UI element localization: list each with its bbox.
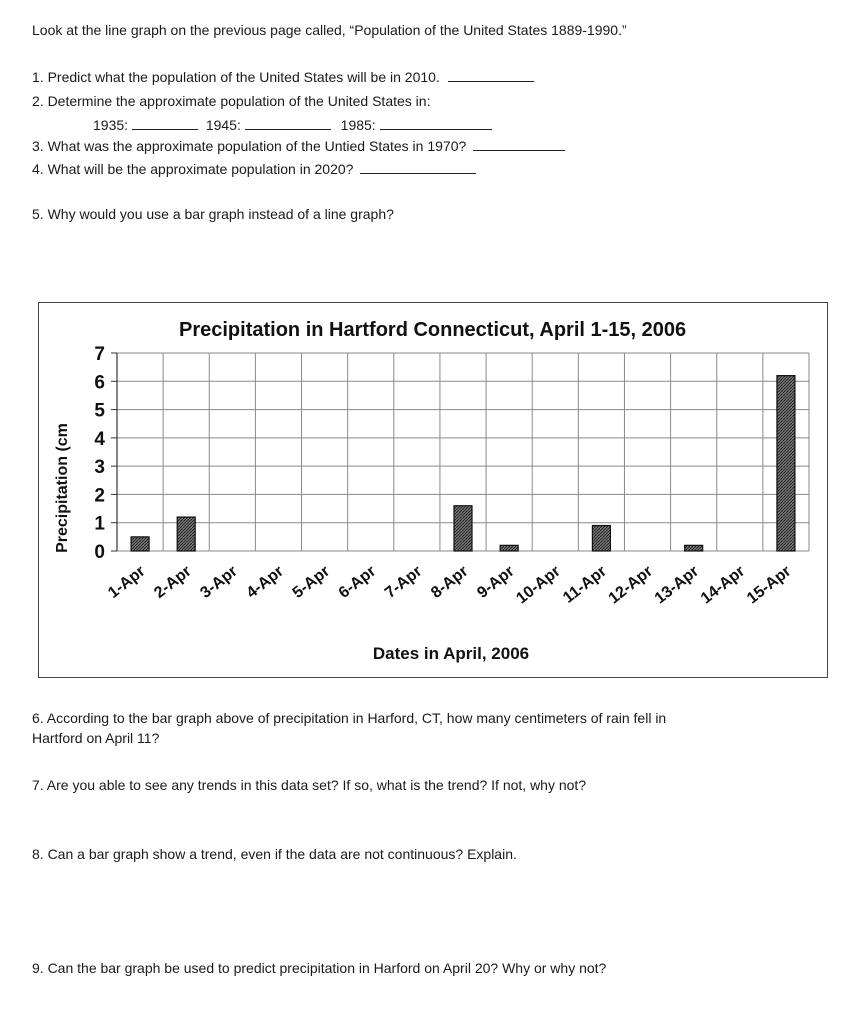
precipitation-chart	[38, 302, 828, 678]
question-1	[32, 69, 534, 85]
bar-15-Apr	[777, 376, 795, 551]
year-1945-label: 1945:	[205, 117, 241, 133]
question-6-line-2: Hartford on April 11?	[32, 730, 160, 746]
x-tick-label: 11-Apr	[560, 562, 610, 607]
bar-13-Apr	[685, 545, 703, 551]
x-tick-label: 2-Apr	[151, 562, 195, 602]
x-tick-label: 13-Apr	[651, 562, 703, 608]
question-1-text: 1. Predict what the population of the United States will be in 2010.	[32, 69, 440, 85]
x-tick-label: 6-Apr	[335, 562, 380, 602]
x-tick-label: 4-Apr	[243, 562, 287, 602]
chart-x-ticks	[105, 563, 794, 608]
answer-blank-1[interactable]	[448, 69, 534, 82]
question-6-line-1: 6. According to the bar graph above of precipitation in Harford, CT, how many centimeters of rain fell in	[32, 710, 667, 726]
question-4	[32, 161, 476, 177]
chart-y-axis-label: Precipitation (cm	[54, 423, 71, 553]
x-tick-label: 14-Apr	[697, 562, 749, 608]
y-tick-label: 0	[94, 542, 105, 563]
y-tick-label: 3	[94, 457, 105, 479]
answer-blank-1945[interactable]	[245, 117, 331, 130]
bar-2-Apr	[177, 517, 195, 551]
y-tick-label: 5	[94, 400, 105, 422]
year-1935-label: 1935:	[93, 117, 129, 133]
question-6	[32, 708, 832, 748]
question-2-text: 2. Determine the approximate population of the United States in:	[32, 93, 431, 109]
y-tick-label: 6	[94, 372, 105, 394]
question-3	[32, 138, 565, 154]
bar-8-Apr	[454, 506, 472, 551]
x-tick-label: 9-Apr	[474, 562, 518, 602]
answer-blank-1985[interactable]	[380, 117, 492, 130]
x-tick-label: 3-Apr	[197, 562, 241, 602]
answer-blank-3[interactable]	[473, 138, 565, 151]
answer-blank-1935[interactable]	[132, 117, 198, 130]
x-tick-label: 12-Apr	[605, 562, 656, 608]
x-tick-label: 15-Apr	[743, 562, 795, 608]
question-9-text: 9. Can the bar graph be used to predict precipitation in Harford on April 20? Why or why not?	[32, 960, 607, 976]
x-tick-label: 7-Apr	[381, 562, 426, 602]
y-tick-label: 4	[94, 428, 105, 450]
question-7-text: 7. Are you able to see any trends in this data set? If so, what is the trend? If not, why not?	[32, 777, 587, 793]
answer-blank-4[interactable]	[360, 161, 476, 174]
x-tick-label: 5-Apr	[289, 562, 334, 602]
intro-text: Look at the line graph on the previous page called, “Population of the United States 1889-1990.”	[32, 22, 627, 38]
question-4-text: 4. What will be the approximate population in 2020?	[32, 161, 354, 177]
bar-9-Apr	[500, 545, 518, 551]
y-tick-label: 1	[94, 513, 105, 535]
chart-y-ticks	[94, 344, 117, 563]
bar-11-Apr	[592, 526, 610, 551]
question-8-text: 8. Can a bar graph show a trend, even if the data are not continuous? Explain.	[32, 846, 517, 862]
y-tick-label: 2	[94, 485, 105, 507]
chart-svg	[39, 303, 827, 677]
x-tick-label: 1-Apr	[105, 562, 149, 602]
x-tick-label: 10-Apr	[513, 562, 564, 608]
chart-title: Precipitation in Hartford Connecticut, April 1-15, 2006	[179, 319, 687, 341]
question-2-years	[93, 117, 492, 133]
bar-1-Apr	[131, 537, 149, 551]
x-tick-label: 8-Apr	[428, 562, 472, 602]
question-3-text: 3. What was the approximate population of the Untied States in 1970?	[32, 138, 467, 154]
chart-bars	[131, 376, 795, 551]
y-tick-label: 7	[94, 344, 105, 365]
year-1985-label: 1985:	[340, 117, 376, 133]
chart-x-axis-label: Dates in April, 2006	[372, 644, 530, 663]
question-5-text: 5. Why would you use a bar graph instead of a line graph?	[32, 206, 394, 222]
